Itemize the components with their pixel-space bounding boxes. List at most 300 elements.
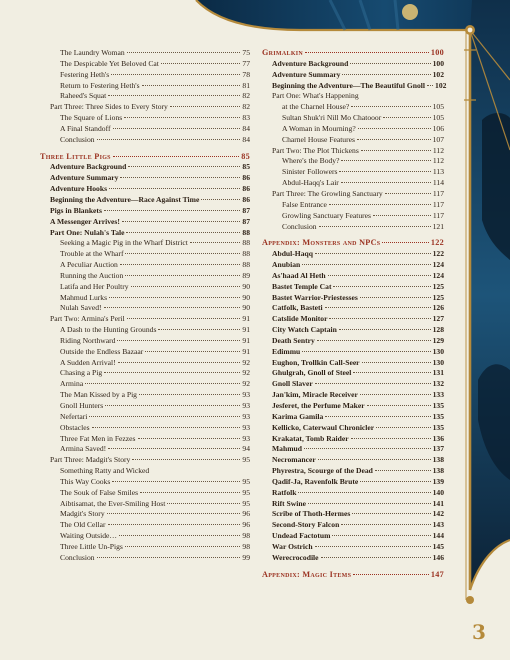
toc-entry-title: Riding Northward	[60, 335, 116, 345]
dot-leader	[104, 307, 241, 308]
toc-entry	[262, 520, 444, 531]
toc-entry	[40, 477, 250, 488]
toc-entry-page: 147	[430, 569, 444, 579]
toc-entry-title: Necromancer	[272, 455, 316, 465]
toc-entry-title: Qadif-Ja, Ravenfolk Brute	[272, 476, 359, 486]
toc-entry-page: 81	[242, 80, 250, 90]
toc-entry-title: Scribe of Thoth-Hermes	[272, 509, 351, 519]
dot-leader	[304, 448, 431, 449]
dot-leader	[158, 329, 240, 330]
toc-entry	[40, 325, 250, 336]
toc-entry-title: The Square of Lions	[60, 113, 123, 123]
toc-entry-title: Conclusion	[60, 552, 95, 562]
toc-entry	[262, 434, 444, 445]
toc-entry	[262, 368, 444, 379]
toc-entry-title: A Peculiar Auction	[60, 260, 118, 270]
toc-entry-title: Latifa and Her Poultry	[60, 281, 129, 291]
toc-entry	[40, 102, 250, 113]
dot-leader	[139, 394, 240, 395]
toc-entry-title: Armina	[60, 379, 84, 389]
toc-entry	[40, 184, 250, 195]
toc-entry-page: 78	[242, 69, 250, 79]
toc-entry-page: 90	[242, 303, 250, 313]
toc-entry-title: Pigs in Blankets	[50, 205, 102, 215]
toc-entry	[262, 102, 444, 113]
toc-entry-page: 84	[242, 123, 250, 133]
toc-entry-title: Catfolk, Basteti	[272, 303, 323, 313]
toc-entry-page: 138	[432, 455, 444, 465]
toc-entry-title: Part One: Nulah's Tale	[50, 227, 125, 237]
toc-entry-title: Adventure Background	[50, 162, 127, 172]
toc-entry-page: 95	[242, 487, 250, 497]
toc-entry-title: Rift Swine	[272, 498, 306, 508]
toc-entry-title: Outside the Endless Bazaar	[60, 346, 144, 356]
toc-entry-page: 87	[242, 216, 250, 226]
toc-entry	[262, 325, 444, 336]
toc-entry-page: 91	[242, 325, 250, 335]
toc-entry	[40, 59, 250, 70]
dot-leader	[353, 372, 430, 373]
toc-entry-title: Appendix: Monsters and NPCs	[262, 238, 381, 248]
toc-entry-title: Part Three: Three Sides to Every Story	[50, 102, 168, 112]
dot-leader	[109, 188, 240, 189]
toc-entry-title: Ratfolk	[272, 487, 297, 497]
toc-entry-page: 127	[432, 314, 444, 324]
toc-entry-title: The Old Cellar	[60, 520, 106, 530]
toc-entry	[40, 113, 250, 124]
toc-entry-title: City Watch Captain	[272, 325, 337, 335]
toc-entry-page: 124	[432, 260, 444, 270]
dot-leader	[332, 535, 430, 536]
dot-leader	[167, 503, 240, 504]
toc-entry-page: 99	[242, 552, 250, 562]
toc-entry-page: 85	[242, 162, 250, 172]
dot-leader	[339, 329, 431, 330]
dot-leader	[119, 535, 240, 536]
toc-entry-title: The Man Kissed by a Pig	[60, 390, 137, 400]
toc-entry-page: 86	[242, 173, 250, 183]
toc-entry-page: 85	[241, 151, 250, 161]
toc-entry-title: Gnoll Slaver	[272, 379, 313, 389]
toc-entry	[262, 488, 444, 499]
toc-entry-page: 117	[432, 210, 444, 220]
dot-leader	[128, 166, 240, 167]
toc-entry	[40, 466, 250, 477]
toc-entry-page: 135	[432, 411, 444, 421]
dot-leader	[342, 74, 430, 75]
toc-entry	[262, 124, 444, 135]
toc-entry	[262, 303, 444, 314]
toc-entry	[40, 531, 250, 542]
toc-entry-page: 133	[432, 390, 444, 400]
toc-entry	[262, 249, 444, 260]
dot-leader	[357, 139, 431, 140]
toc-entry-page: 138	[432, 466, 444, 476]
toc-entry-page: 93	[242, 422, 250, 432]
toc-entry	[40, 249, 250, 260]
dot-leader	[341, 182, 431, 183]
toc-entry-title: Charnel House Features	[282, 134, 355, 144]
dot-leader	[125, 546, 241, 547]
toc-entry-title: Adventure Summary	[50, 173, 119, 183]
toc-entry	[40, 553, 250, 564]
toc-entry-page: 88	[242, 260, 250, 270]
toc-entry-page: 87	[242, 205, 250, 215]
toc-entry-page: 91	[242, 314, 250, 324]
toc-entry	[262, 200, 444, 211]
toc-entry	[40, 162, 250, 173]
toc-entry-title: Grimalkin	[262, 48, 304, 57]
toc-entry	[262, 260, 444, 271]
dot-leader	[85, 383, 240, 384]
dot-leader	[319, 226, 431, 227]
toc-entry	[262, 80, 447, 92]
toc-entry-page: 130	[432, 346, 444, 356]
toc-entry	[262, 553, 444, 564]
dot-leader	[351, 106, 430, 107]
dot-leader	[131, 286, 241, 287]
toc-entry-page: 93	[242, 401, 250, 410]
dot-leader	[138, 438, 241, 439]
toc-entry-title: Sinister Followers	[282, 167, 338, 177]
toc-entry-title: False Entrance	[282, 199, 327, 209]
toc-entry-title: at the Charnel House?	[282, 102, 350, 112]
toc-entry	[40, 206, 250, 217]
dot-leader	[142, 85, 241, 86]
toc-entry-title: Gnoll Hunters	[60, 401, 104, 410]
dot-leader	[127, 318, 241, 319]
toc-entry-title: Karima Gamila	[272, 411, 324, 421]
toc-entry-page: 77	[242, 58, 250, 68]
dot-leader	[376, 427, 430, 428]
dot-leader	[382, 242, 428, 243]
toc-entry-page: 117	[432, 199, 444, 209]
toc-entry	[40, 135, 250, 146]
toc-entry-title: Nefertari	[60, 411, 88, 421]
dot-leader	[92, 427, 241, 428]
toc-entry-title: Madgit's Story	[60, 509, 105, 519]
toc-entry	[262, 91, 444, 102]
toc-entry-page: 102	[432, 69, 444, 79]
toc-entry-title: Obstacles	[60, 422, 90, 432]
toc-entry-page: 107	[432, 134, 444, 144]
toc-entry-title: A Woman in Mourning?	[282, 123, 356, 133]
toc-entry-page: 96	[242, 520, 250, 530]
toc-entry-page: 114	[432, 178, 444, 188]
toc-entry-page: 93	[242, 433, 250, 443]
dot-leader	[360, 297, 431, 298]
toc-entry	[40, 401, 250, 412]
toc-entry-title: Mahmud Lurks	[60, 292, 108, 302]
toc-entry-title: The Despicable Yet Beloved Cat	[60, 58, 159, 68]
toc-entry-page: 106	[432, 123, 444, 133]
toc-entry-page: 90	[242, 292, 250, 302]
toc-entry-title: A Messenger Arrives!	[50, 216, 120, 226]
toc-entry	[40, 542, 250, 553]
toc-entry	[40, 70, 250, 81]
toc-entry	[40, 520, 250, 531]
dot-leader	[298, 492, 430, 493]
dot-leader	[333, 286, 430, 287]
dot-leader	[201, 199, 240, 200]
toc-entry-title: Aibtisamat, the Ever-Smiling Host	[60, 498, 166, 508]
dot-leader	[89, 416, 240, 417]
dot-leader	[108, 95, 240, 96]
toc-entry-title: Sultan Shuk'ri Nill Mo Chatooor	[282, 113, 382, 123]
toc-entry-page: 130	[432, 357, 444, 367]
dot-leader	[140, 492, 240, 493]
dot-leader	[302, 351, 430, 352]
dot-leader	[97, 139, 241, 140]
toc-entry	[262, 189, 444, 200]
toc-entry-page: 129	[432, 335, 444, 345]
toc-column-left	[40, 48, 250, 564]
dot-leader	[352, 513, 430, 514]
dot-leader	[127, 52, 241, 53]
toc-entry-page: 86	[242, 194, 250, 204]
toc-entry-page: 91	[242, 346, 250, 356]
toc-entry-title: Return to Festering Heth's	[60, 80, 140, 90]
toc-entry-page: 105	[432, 113, 444, 123]
toc-entry	[40, 455, 250, 466]
toc-entry	[40, 368, 250, 379]
toc-entry	[262, 509, 444, 520]
toc-entry	[262, 531, 444, 542]
toc-entry-title: Abdul-Haqq's Lair	[282, 178, 339, 188]
toc-entry	[262, 113, 444, 124]
toc-entry-page: 140	[432, 487, 444, 497]
toc-entry	[40, 81, 250, 92]
toc-entry-title: Abdul-Haqq	[272, 249, 313, 259]
toc-entry	[40, 499, 250, 510]
dot-leader	[341, 160, 430, 161]
dot-leader	[120, 264, 241, 265]
dot-leader	[329, 204, 431, 205]
toc-entry-page: 105	[432, 102, 444, 112]
toc-entry-page: 112	[432, 156, 444, 166]
toc-entry	[262, 358, 444, 369]
dot-leader	[113, 156, 239, 157]
toc-entry-page: 146	[432, 552, 444, 562]
toc-entry-title: Nulah Saved!	[60, 303, 102, 313]
toc-entry-page: 135	[432, 401, 444, 410]
dot-leader	[360, 394, 431, 395]
dot-leader	[161, 63, 240, 64]
toc-entry	[40, 228, 250, 239]
dot-leader	[427, 85, 433, 86]
toc-entry-title: A Sudden Arrival!	[60, 357, 116, 367]
toc-entry-page: 93	[242, 390, 250, 400]
dot-leader	[375, 470, 431, 471]
dot-leader	[117, 340, 240, 341]
toc-entry-title: Seeking a Magic Pig in the Wharf District	[60, 238, 188, 248]
toc-entry	[262, 314, 444, 325]
toc-entry	[40, 488, 250, 499]
toc-entry-page: 98	[242, 531, 250, 541]
toc-entry	[40, 124, 250, 135]
toc-entry-title: Adventure Background	[272, 58, 349, 68]
dot-leader	[125, 275, 240, 276]
toc-entry-page: 100	[432, 58, 444, 68]
toc-entry-title: A Dash to the Hunting Grounds	[60, 325, 157, 335]
toc-entry	[40, 314, 250, 325]
toc-entry	[40, 195, 250, 206]
toc-entry	[40, 293, 250, 304]
toc-entry-title: As'haad Al Heth	[272, 270, 326, 280]
dot-leader	[132, 459, 240, 460]
toc-entry-title: Part Two: The Plot Thickens	[272, 145, 359, 155]
toc-entry-title: Catslide Monitor	[272, 314, 328, 324]
dot-leader	[318, 459, 431, 460]
toc-entry-page: 75	[242, 48, 250, 57]
toc-entry-page: 102	[435, 80, 447, 90]
toc-entry	[262, 135, 444, 146]
toc-entry	[262, 477, 444, 488]
toc-entry	[40, 282, 250, 293]
toc-entry-title: The Souk of False Smiles	[60, 487, 139, 497]
toc-entry-title: Three Little Pigs	[40, 151, 111, 161]
toc-entry	[262, 412, 444, 423]
toc-entry-title: Part Two: Armina's Peril	[50, 314, 125, 324]
toc-column-right	[262, 48, 447, 581]
dot-leader	[108, 524, 241, 525]
toc-entry-page: 121	[432, 221, 444, 231]
dot-leader	[124, 117, 240, 118]
dot-leader	[385, 193, 431, 194]
toc-entry	[40, 217, 250, 228]
toc-entry-title: Kellicko, Caterwaul Chronicler	[272, 422, 375, 432]
toc-entry	[262, 156, 444, 167]
toc-entry	[40, 434, 250, 445]
toc-entry-title: Running the Auction	[60, 270, 124, 280]
toc-entry	[262, 178, 444, 189]
dot-leader	[351, 438, 431, 439]
toc-entry-page: 145	[432, 541, 444, 551]
dot-leader	[107, 513, 241, 514]
toc-entry	[40, 412, 250, 423]
toc-entry-title: Growling Sanctuary Features	[282, 210, 371, 220]
dot-leader	[360, 481, 430, 482]
toc-entry-title: Phyrestra, Scourge of the Dead	[272, 466, 373, 476]
toc-entry	[40, 91, 250, 102]
toc-entry-title: Trouble at the Wharf	[60, 249, 124, 259]
toc-entry	[40, 379, 250, 390]
toc-entry-title: Bastet Warrior-Priestesses	[272, 292, 358, 302]
dot-leader	[190, 242, 241, 243]
toc-entry-title: Armina Saved!	[60, 444, 107, 454]
dot-leader	[112, 481, 240, 482]
toc-entry-title: Second-Story Falcon	[272, 520, 340, 530]
toc-entry-title: Undead Factotum	[272, 531, 331, 541]
toc-entry-title: Eughon, Trollkin Call-Seer	[272, 357, 360, 367]
toc-entry	[262, 59, 444, 70]
dot-leader	[353, 574, 429, 575]
toc-entry	[40, 260, 250, 271]
toc-entry-page: 143	[432, 520, 444, 530]
toc-entry-page: 137	[432, 444, 444, 454]
toc-entry	[262, 167, 444, 178]
toc-entry-page: 112	[432, 145, 444, 155]
toc-entry-page: 100	[430, 48, 444, 57]
toc-entry-title: Conclusion	[60, 134, 95, 144]
dot-leader	[305, 52, 429, 53]
toc-entry	[262, 271, 444, 282]
dot-leader	[308, 503, 431, 504]
toc-entry-page: 94	[242, 444, 250, 454]
toc-entry-title: Adventure Summary	[272, 69, 341, 79]
dot-leader	[122, 221, 241, 222]
toc-entry-page: 117	[432, 188, 444, 198]
toc-entry-title: Where's the Body?	[282, 156, 340, 166]
dot-leader	[315, 383, 431, 384]
toc-entry	[262, 401, 444, 412]
toc-entry	[40, 347, 250, 358]
toc-entry	[262, 222, 444, 233]
toc-entry-page: 90	[242, 281, 250, 291]
dot-leader	[383, 117, 430, 118]
toc-entry-title: Festering Heth's	[60, 69, 110, 79]
toc-entry	[40, 358, 250, 369]
toc-entry	[40, 173, 250, 184]
toc-entry-page: 125	[432, 281, 444, 291]
toc-entry-title: Part One: What's Happening	[272, 91, 359, 101]
dot-leader	[329, 318, 430, 319]
dot-leader	[361, 150, 431, 151]
toc-entry-page: 93	[242, 411, 250, 421]
toc-section-heading	[262, 238, 444, 249]
toc-entry	[40, 444, 250, 455]
toc-entry	[262, 444, 444, 455]
toc-entry	[40, 48, 250, 59]
dot-leader	[328, 275, 431, 276]
toc-entry-page: 131	[432, 368, 444, 378]
toc-entry-page: 82	[242, 102, 250, 112]
toc-entry-page: 95	[242, 498, 250, 508]
toc-entry	[40, 238, 250, 249]
dot-leader	[367, 405, 431, 406]
dot-leader	[358, 128, 431, 129]
toc-entry	[262, 347, 444, 358]
toc-entry-page: 142	[432, 509, 444, 519]
dot-leader	[302, 264, 430, 265]
toc-entry-title: Death Sentry	[272, 335, 315, 345]
dot-leader	[341, 524, 430, 525]
dot-leader	[339, 171, 430, 172]
toc-entry-title: This Way Cooks	[60, 476, 111, 486]
toc-entry-page: 132	[432, 379, 444, 389]
toc-entry-title: Three Fat Men in Fezzes	[60, 433, 136, 443]
toc-entry	[262, 466, 444, 477]
toc-entry	[40, 423, 250, 434]
toc-entry	[262, 542, 444, 553]
toc-entry-page: 86	[242, 184, 250, 194]
toc-entry-page: 82	[242, 91, 250, 101]
dot-leader	[120, 177, 240, 178]
toc-entry-page: 91	[242, 335, 250, 345]
toc-entry-title: Part Three: The Growling Sanctuary	[272, 188, 383, 198]
dot-leader	[145, 351, 240, 352]
toc-entry	[40, 509, 250, 520]
toc-entry	[40, 303, 250, 314]
toc-entry-title: The Laundry Woman	[60, 48, 125, 57]
page-number: 3	[472, 620, 486, 644]
side-panel-art	[464, 0, 510, 604]
toc-entry-page: 135	[432, 422, 444, 432]
dot-leader	[315, 546, 431, 547]
dot-leader	[325, 416, 430, 417]
toc-entry-page: 92	[242, 379, 250, 389]
toc-entry	[262, 336, 444, 347]
